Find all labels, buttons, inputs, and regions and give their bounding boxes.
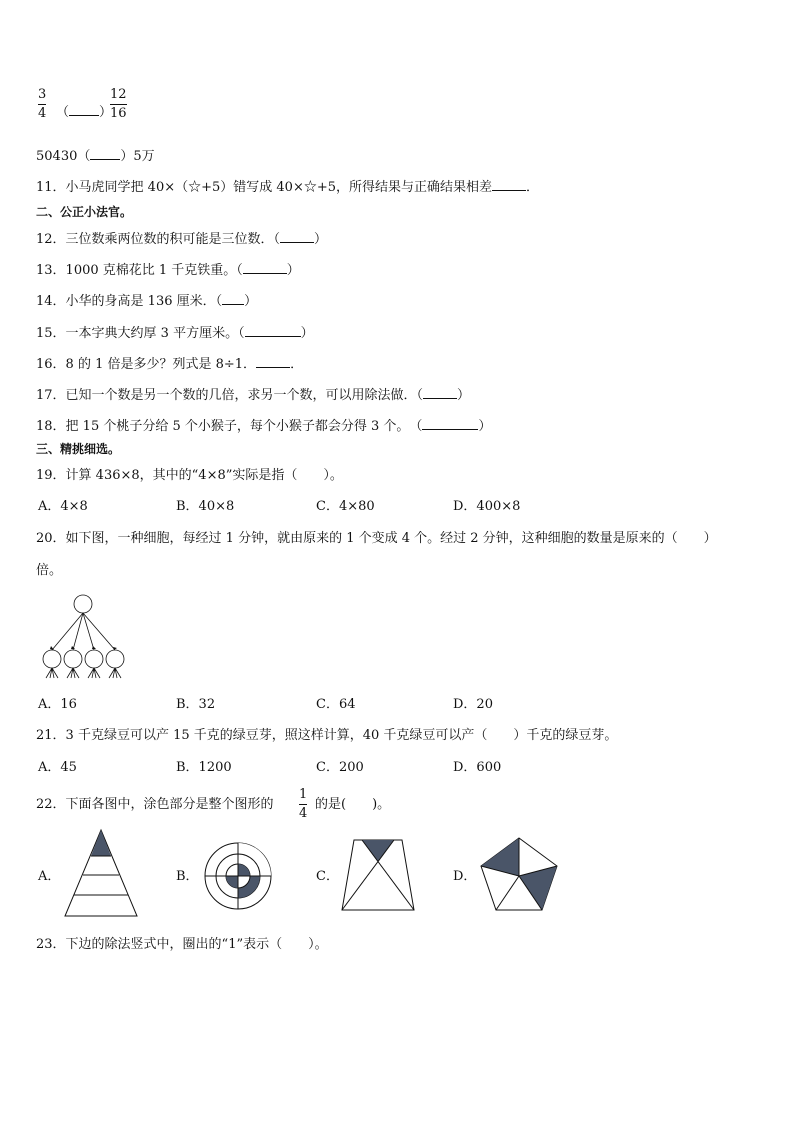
question-text: 18．把 15 个桃子分给 5 个小猴子，每个小猴子都会分得 3 个。 （	[36, 419, 423, 434]
question-text: 15．一本字典大约厚 3 平方厘米。（	[36, 326, 245, 341]
question-23: 23．下边的除法竖式中，圈出的“1”表示（ ）。	[36, 937, 328, 952]
question-end: ）	[457, 388, 471, 403]
answer-blank[interactable]	[90, 147, 120, 160]
compare-right: ）5万	[120, 149, 155, 164]
judge-question-14	[36, 292, 257, 310]
answer-blank[interactable]	[280, 230, 314, 243]
fraction-numerator: 3	[38, 87, 47, 102]
arrow-line	[83, 613, 94, 650]
child-cell	[43, 650, 61, 668]
triangle-figure	[63, 828, 139, 918]
fraction-bar	[299, 804, 307, 805]
question-end: ）	[244, 294, 258, 309]
question-21: 21．3 千克绿豆可以产 15 千克的绿豆芽，照这样计算，40 千克绿豆可以产（ ）千克的绿豆芽。	[36, 728, 618, 743]
option-d[interactable]: D．600	[453, 760, 502, 775]
parent-cell	[74, 595, 92, 613]
fraction-bar	[38, 104, 46, 105]
question-text: 12．三位数乘两位数的积可能是三位数．（	[36, 232, 281, 247]
judge-question-15	[36, 324, 314, 342]
judge-question-13	[36, 261, 300, 279]
question-end: ）	[300, 326, 314, 341]
pentagon-figure	[479, 836, 559, 912]
concentric-circles-figure	[203, 841, 273, 911]
option-c[interactable]: C．200	[316, 760, 364, 775]
compare-line-2	[36, 147, 155, 165]
answer-blank[interactable]	[256, 355, 290, 368]
question-11	[36, 178, 539, 196]
compare-left: 50430（	[36, 149, 91, 164]
child-cell	[64, 650, 82, 668]
judge-question-12	[36, 230, 327, 248]
question-19: 19．计算 436×8，其中的“4×8”实际是指（ ）。	[36, 468, 343, 483]
question-text: 16．8 的 1 倍是多少？列式是 8÷1．	[36, 357, 257, 372]
answer-blank[interactable]	[69, 103, 99, 116]
option-c[interactable]: C．4×80	[316, 499, 375, 514]
question-20: 20．如下图，一种细胞，每经过 1 分钟，就由原来的 1 个变成 4 个。经过 2 分钟，这种细胞的数量是原来的（ ）	[36, 531, 717, 546]
answer-blank[interactable]	[243, 261, 287, 274]
answer-blank[interactable]	[423, 386, 457, 399]
arrow-heads	[50, 646, 117, 650]
answer-blank[interactable]	[222, 292, 244, 305]
question-22-text: 22．下面各图中，涂色部分是整个图形的	[36, 797, 274, 812]
question-end: ）	[314, 232, 328, 247]
fraction-numerator: 1	[299, 787, 308, 802]
question-20-continuation: 倍。	[36, 563, 63, 578]
paren-open: （	[56, 105, 70, 120]
option-d[interactable]: D．	[453, 869, 477, 884]
compare-blank-1	[56, 103, 112, 121]
option-d[interactable]: D．20	[453, 697, 493, 712]
option-a[interactable]: A．	[38, 869, 61, 884]
question-end: ．	[526, 180, 540, 195]
option-a[interactable]: A．45	[38, 760, 77, 775]
child-cell	[106, 650, 124, 668]
fraction-denominator: 4	[299, 806, 308, 821]
option-b[interactable]: B．40×8	[176, 499, 235, 514]
paren-close: ）	[99, 105, 113, 120]
fraction-denominator: 16	[110, 106, 127, 121]
question-end: ）	[286, 263, 300, 278]
cell-division-diagram	[40, 592, 140, 687]
fraction-bar	[110, 104, 127, 105]
option-d[interactable]: D．400×8	[453, 499, 521, 514]
option-c[interactable]: C．	[316, 869, 339, 884]
answer-blank[interactable]	[245, 324, 301, 337]
option-b[interactable]: B．32	[176, 697, 216, 712]
answer-blank[interactable]	[422, 417, 478, 430]
fraction-1-4	[299, 788, 307, 821]
arrow-line	[83, 613, 115, 650]
child-cell	[85, 650, 103, 668]
question-text: 13．1000 克棉花比 1 千克铁重。（	[36, 263, 243, 278]
trapezoid-figure	[340, 838, 416, 912]
question-text: 14．小华的身高是 136 厘米．（	[36, 294, 223, 309]
option-a[interactable]: A．4×8	[38, 499, 88, 514]
fraction-12-16	[110, 88, 127, 121]
option-b[interactable]: B．	[176, 869, 199, 884]
fraction-3-4	[38, 88, 46, 121]
next-generation-arrows	[46, 668, 121, 678]
section-heading-3: 三、精挑细选。	[36, 442, 121, 456]
judge-question-17	[36, 386, 470, 404]
question-end: ．	[290, 357, 304, 372]
fraction-numerator: 12	[110, 87, 127, 102]
option-b[interactable]: B．1200	[176, 760, 232, 775]
shaded-region	[91, 830, 111, 856]
fraction-denominator: 4	[38, 106, 47, 121]
option-c[interactable]: C．64	[316, 697, 356, 712]
question-end: ）	[478, 419, 492, 434]
question-text: 11．小马虎同学把 40×（☆+5）错写成 40×☆+5，所得结果与正确结果相差	[36, 180, 493, 195]
judge-question-16	[36, 355, 303, 373]
section-heading-2: 二、公正小法官。	[36, 205, 133, 219]
answer-blank[interactable]	[492, 178, 526, 191]
question-text: 17．已知一个数是另一个数的几倍，求另一个数，可以用除法做．（	[36, 388, 424, 403]
option-a[interactable]: A．16	[38, 697, 77, 712]
question-22-text-after: 的是( )。	[315, 797, 391, 812]
judge-question-18	[36, 417, 491, 435]
